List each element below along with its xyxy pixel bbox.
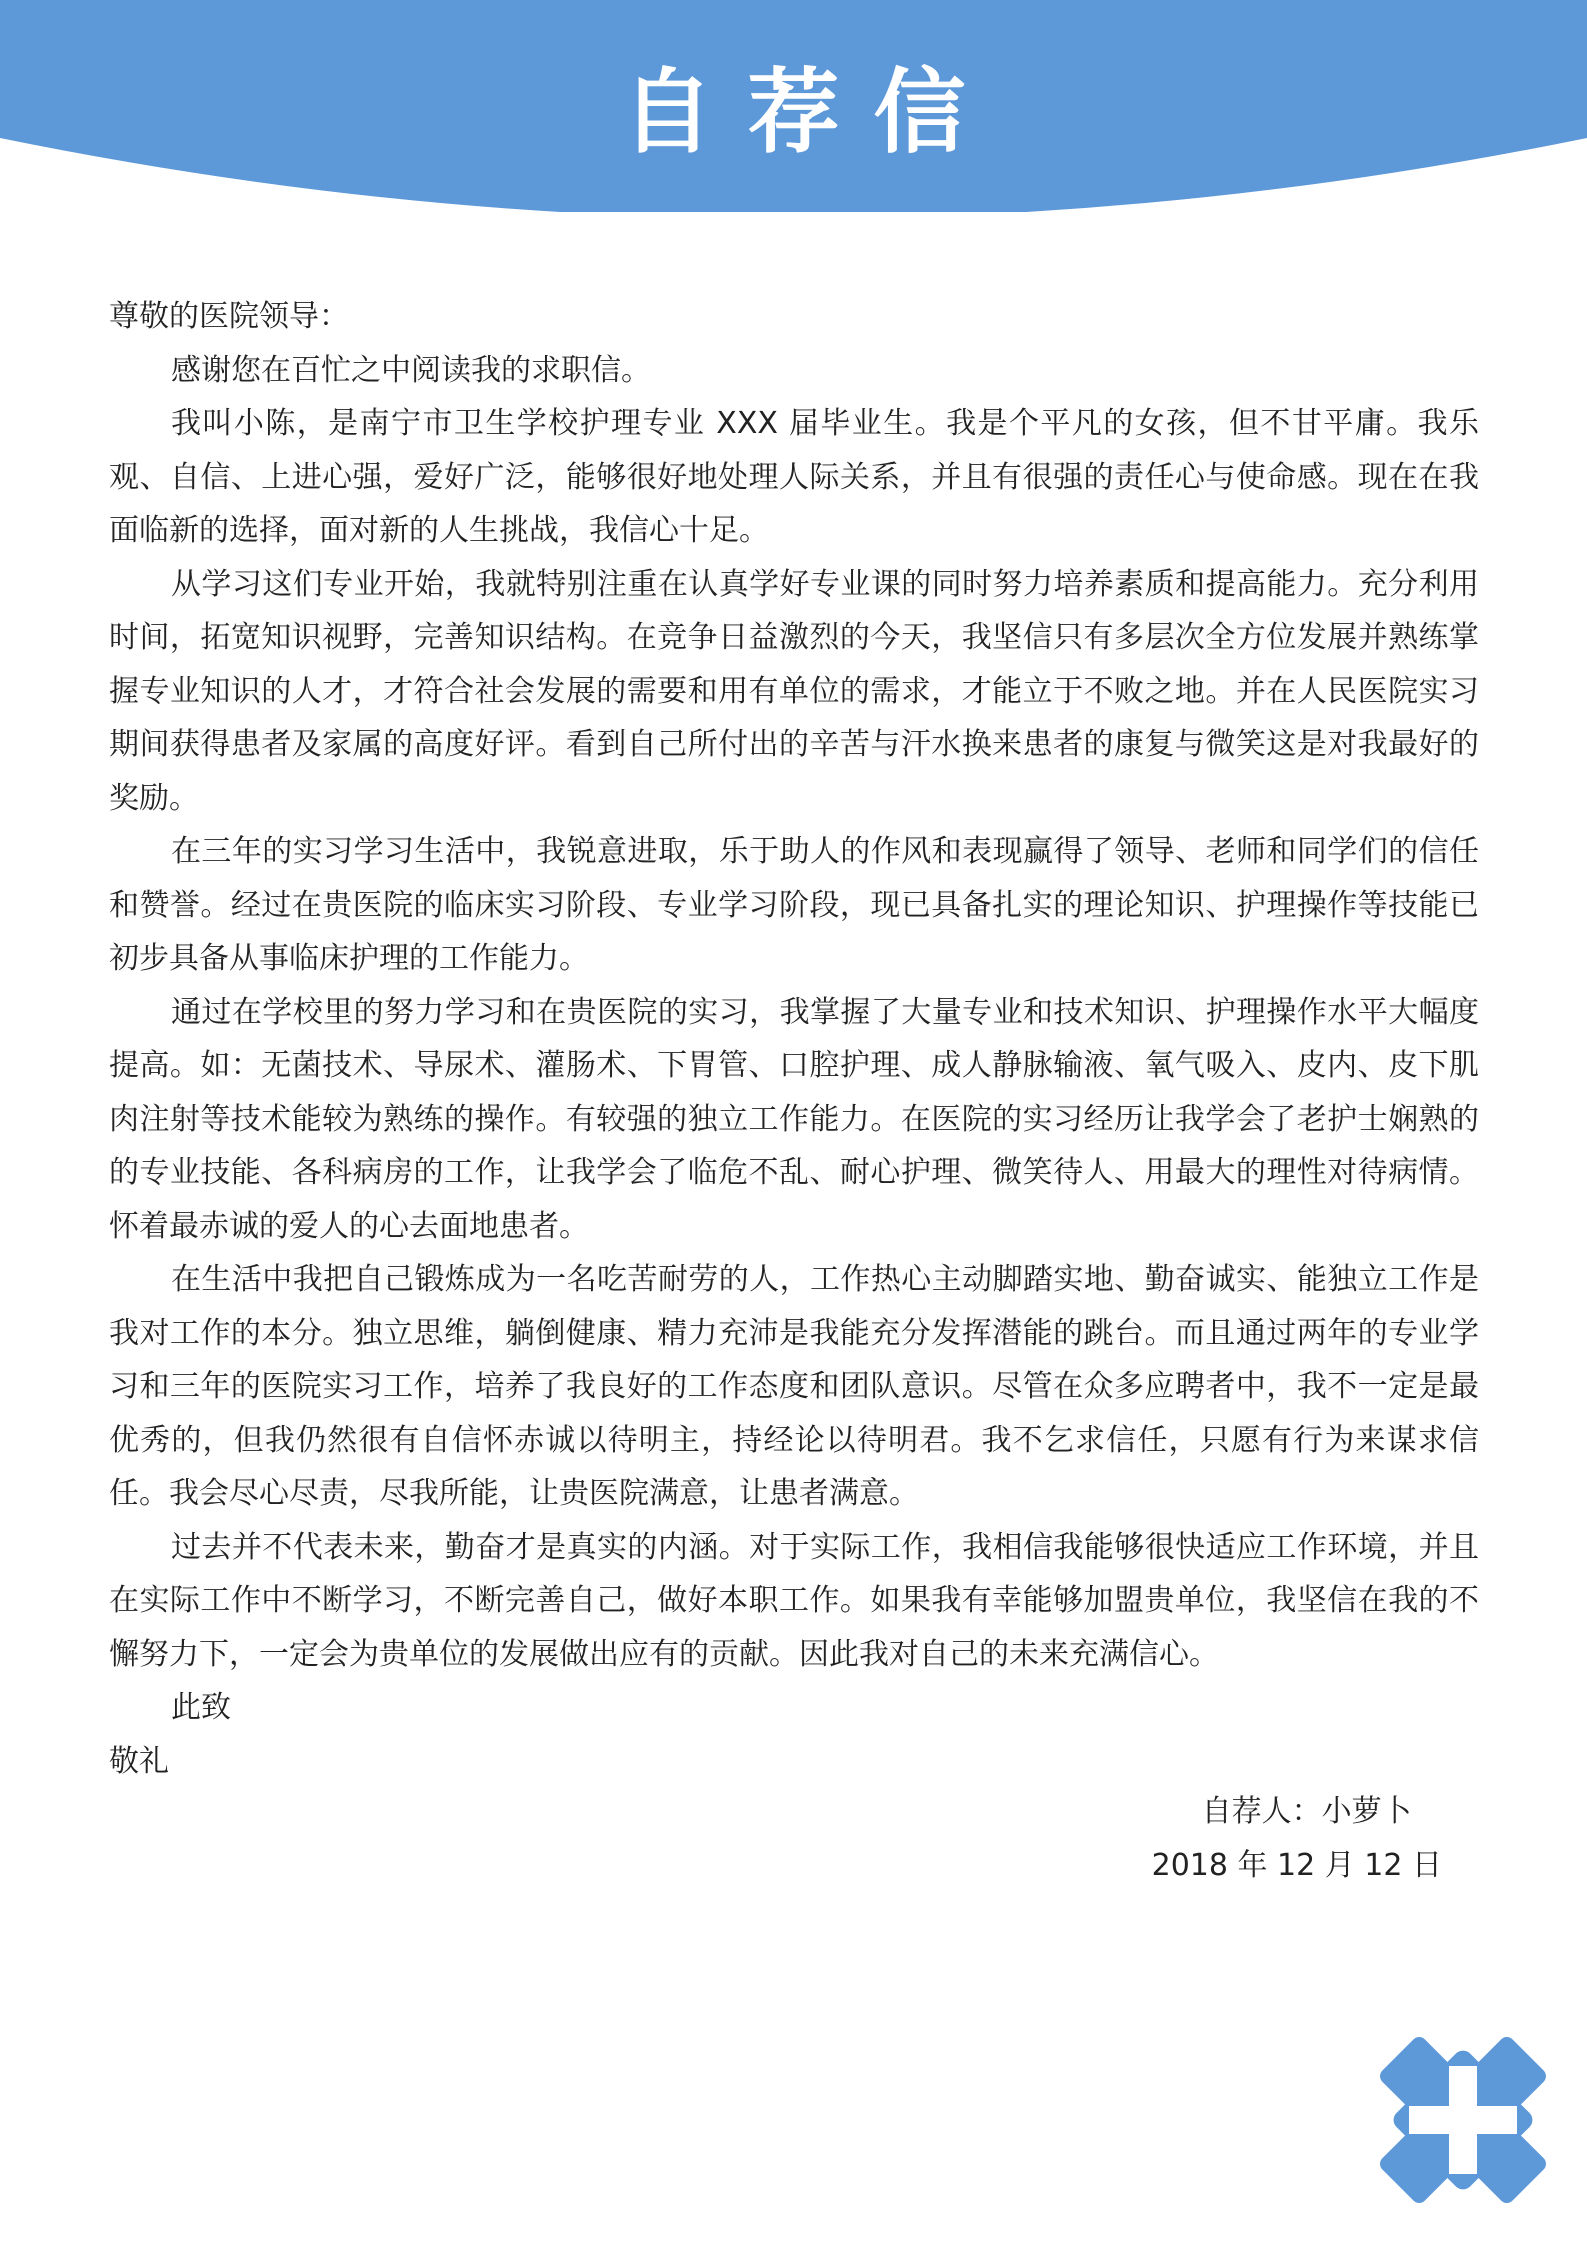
paragraph: 从学习这们专业开始，我就特别注重在认真学好专业课的同时努力培养素质和提高能力。充分利用时间，拓宽知识视野，完善知识结构。在竞争日益激烈的今天，我坚信只有多层次全方位发展并熟练掌握专业知识的人才，才符合社会发展的需要和用有单位的需求，才能立于不败之地。并在人民医院实习期间获得患者及家属的高度好评。看到自己所付出的辛苦与汗水换来患者的康复与微笑这是对我最好的奖励。 [109,566,1479,816]
paragraph: 通过在学校里的努力学习和在贵医院的实习，我掌握了大量专业和技术知识、护理操作水平大幅度提高。如：无菌技术、导尿术、灌肠术、下胃管、口腔护理、成人静脉输液、氧气吸入、皮内、皮下肌肉注射等技术能较为熟练的操作。有较强的独立工作能力。在医院的实习经历让我学会了老护士娴熟的的专业技能、各科病房的工作，让我学会了临危不乱、耐心护理、微笑待人、用最大的理性对待病情。怀着最赤诚的爱人的心去面地患者。 [109,994,1479,1244]
medical-cross-icon [1363,2020,1563,2220]
signature-block [1151,1785,1442,1892]
paragraph: 感谢您在百忙之中阅读我的求职信。 [171,352,651,388]
closing-salute: 敬礼 [109,1743,169,1779]
paragraph: 过去并不代表未来，勤奋才是真实的内涵。对于实际工作，我相信我能够很快适应工作环境，并且在实际工作中不断学习，不断完善自己，做好本职工作。如果我有幸能够加盟贵单位，我坚信在我的不懈努力下，一定会为贵单位的发展做出应有的贡献。因此我对自己的未来充满信心。 [109,1529,1479,1672]
paragraph: 我叫小陈，是南宁市卫生学校护理专业 XXX 届毕业生。我是个平凡的女孩，但不甘平庸。我乐观、自信、上进心强，爱好广泛，能够很好地处理人际关系，并且有很强的责任心与使命感。现在在我面临新的选择，面对新的人生挑战，我信心十足。 [109,406,1479,548]
salutation: 尊敬的医院领导： [109,299,349,334]
closing-regards: 此致 [171,1690,231,1725]
paragraph: 在三年的实习学习生活中，我锐意进取，乐于助人的作风和表现赢得了领导、老师和同学们的信任和赞誉。经过在贵医院的临床实习阶段、专业学习阶段，现已具备扎实的理论知识、护理操作等技能已初步具备从事临床护理的工作能力。 [109,834,1479,976]
letter-body [109,290,1479,1788]
paragraph: 在生活中我把自己锻炼成为一名吃苦耐劳的人，工作热心主动脚踏实地、勤奋诚实、能独立工作是我对工作的本分。独立思维，躺倒健康、精力充沛是我能充分发挥潜能的跳台。而且通过两年的专业学习和三年的医院实习工作，培养了我良好的工作态度和团队意识。尽管在众多应聘者中，我不一定是最优秀的，但我仍然很有自信怀赤诚以待明主，持经论以待明君。我不乞求信任，只愿有行为来谋求信任。我会尽心尽责，尽我所能，让贵医院满意，让患者满意。 [109,1262,1479,1511]
signature-date: 2018 年 12 月 12 日 [1151,1847,1442,1883]
signer-name: 自荐人：小萝卜 [1201,1794,1412,1829]
page-title: 自荐信 [621,59,1000,166]
header-banner [0,0,1587,212]
